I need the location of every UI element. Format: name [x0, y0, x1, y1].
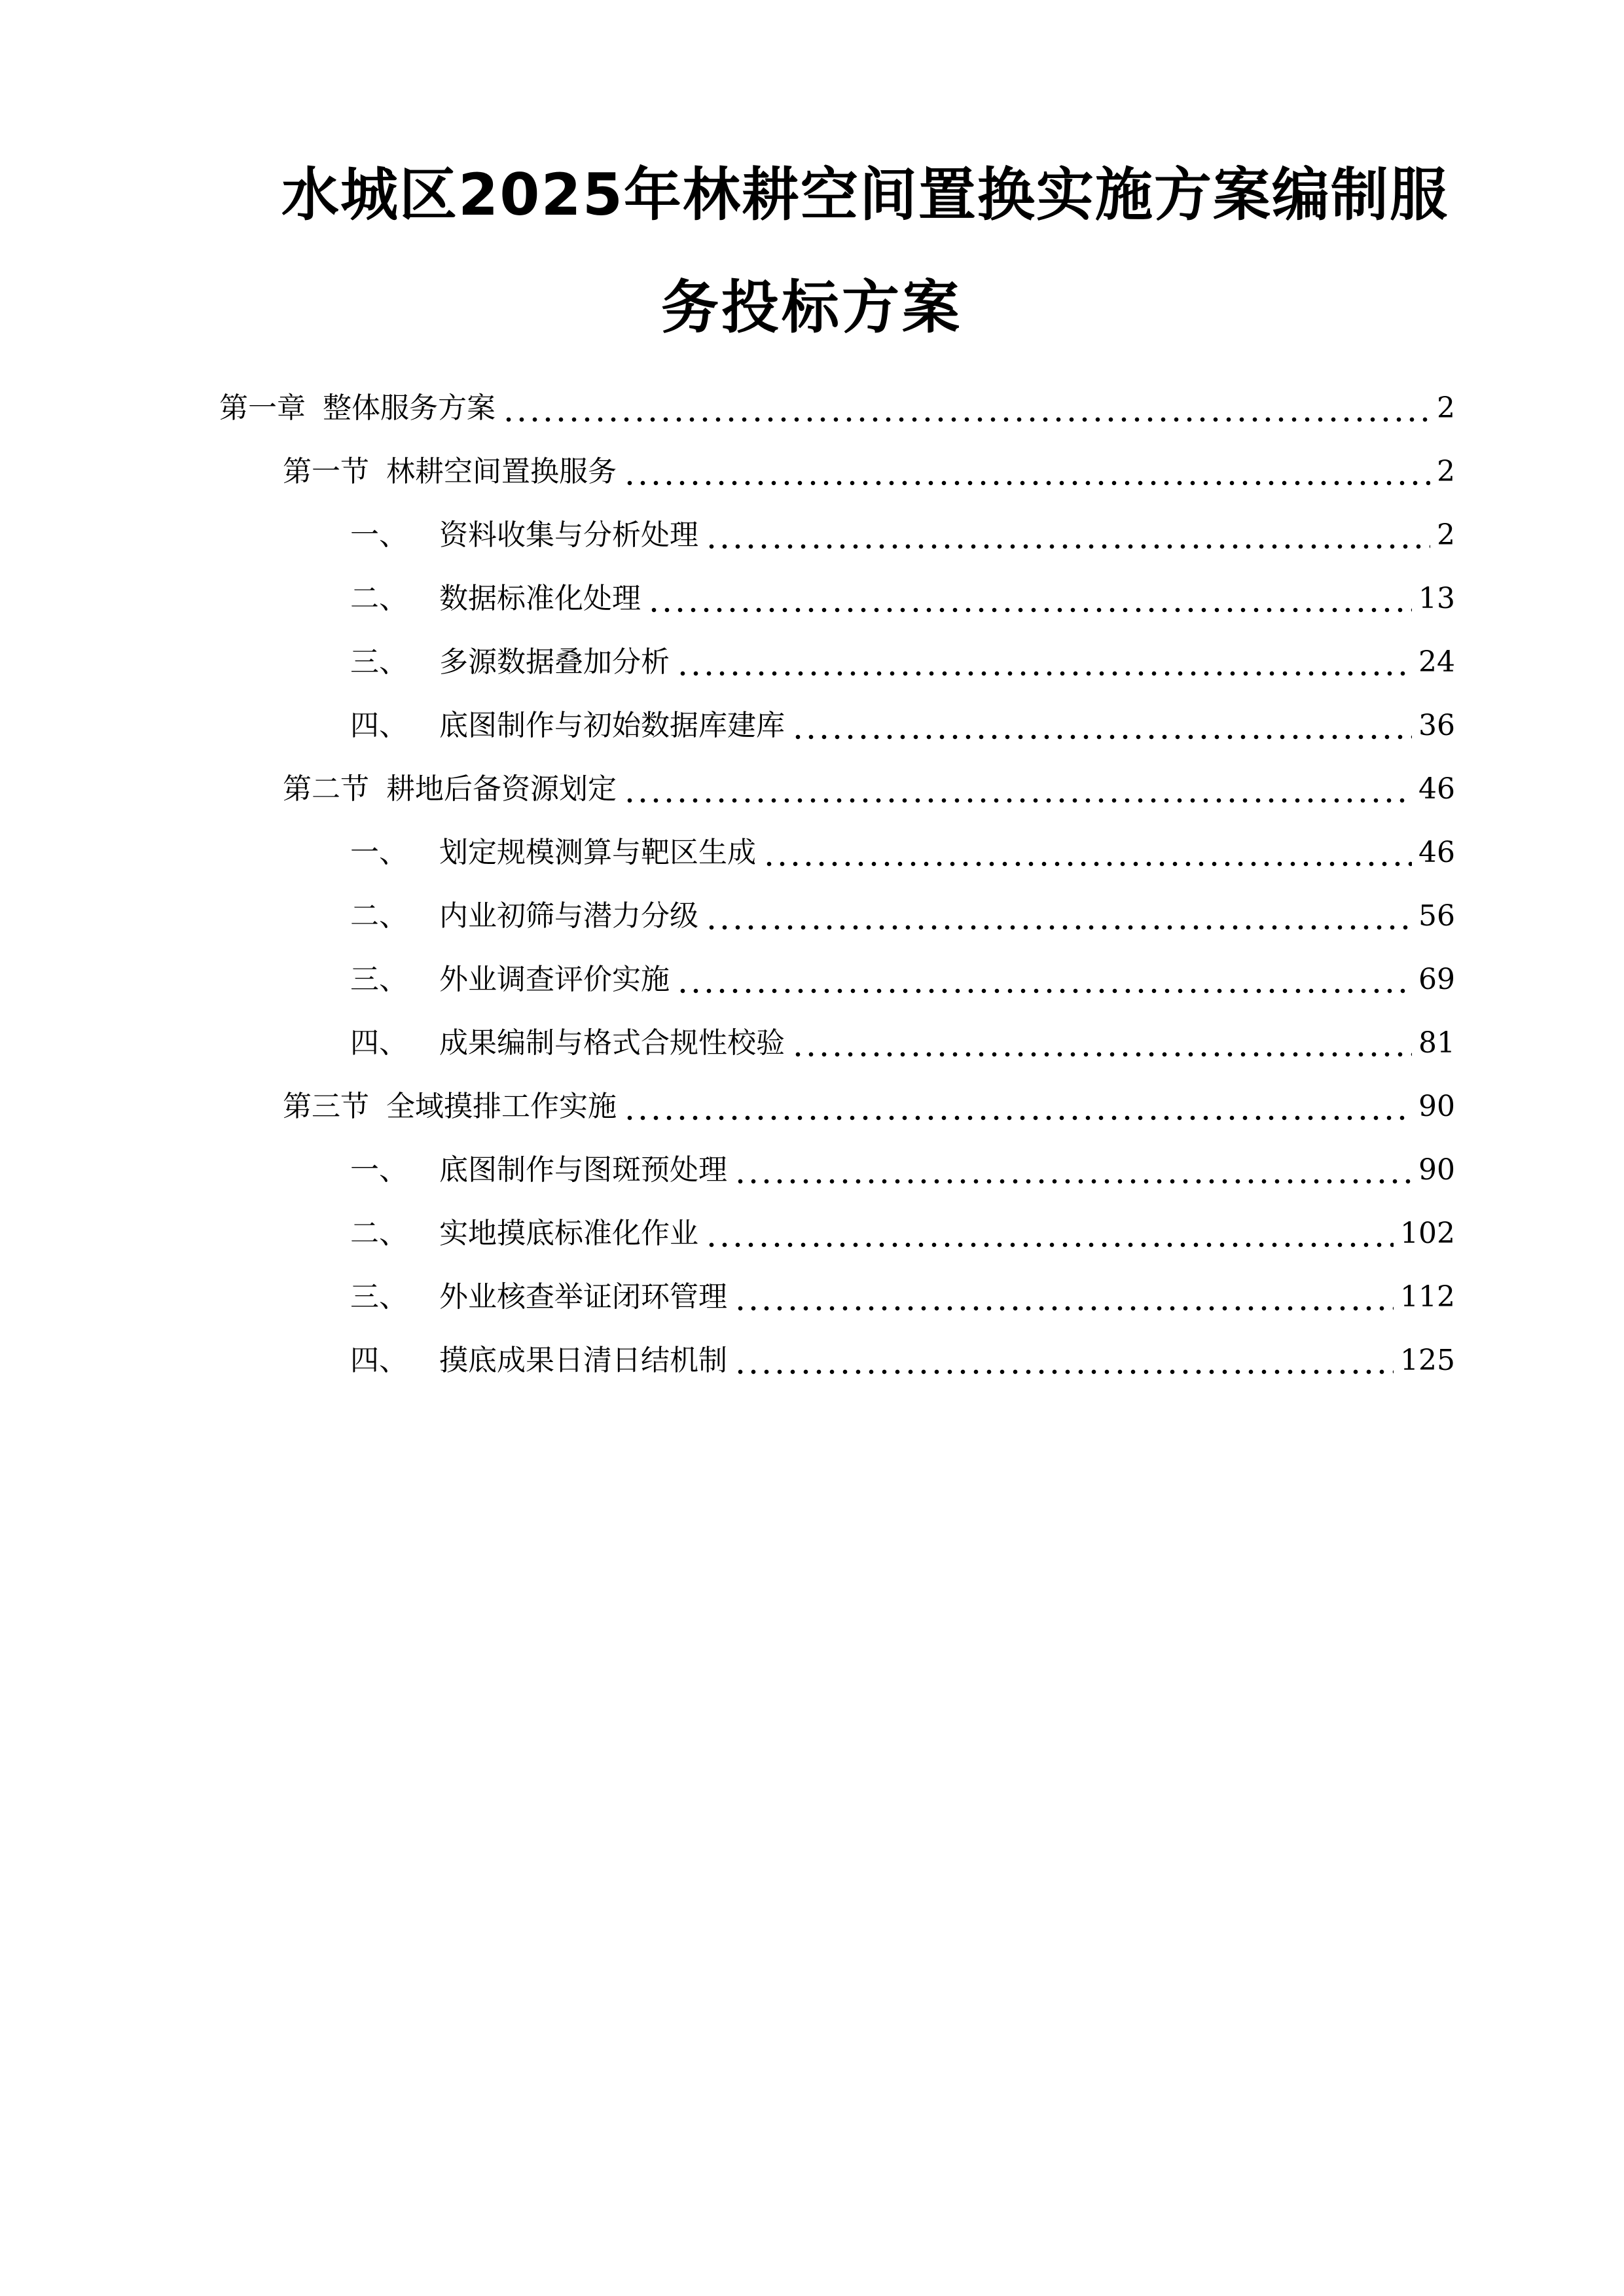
document-title-line-2: 务投标方案 [660, 274, 962, 341]
toc-entry-page-number: 112 [1400, 1280, 1455, 1314]
toc-entry-prefix: 第一章 [219, 391, 306, 425]
toc-entry-title: 林耕空间置换服务 [386, 455, 617, 488]
toc-entry-title: 摸底成果日清日结机制 [439, 1344, 727, 1377]
toc-entry-section[interactable] [283, 1087, 1455, 1126]
toc-dot-leader [763, 861, 1412, 867]
toc-entry-page-number: 56 [1418, 899, 1455, 933]
toc-entry-subsection[interactable] [350, 1151, 1455, 1190]
toc-entry-title: 耕地后备资源划定 [386, 772, 617, 806]
toc-entry-section[interactable] [283, 770, 1455, 809]
toc-entry-page-number: 90 [1418, 1153, 1455, 1187]
toc-entry-prefix: 一、 [350, 836, 408, 869]
toc-entry-subsection[interactable] [350, 833, 1455, 872]
toc-entry-prefix: 三、 [350, 963, 408, 996]
toc-entry-title: 划定规模测算与靶区生成 [439, 836, 756, 869]
toc-dot-leader [734, 1306, 1394, 1311]
toc-entry-title: 外业调查评价实施 [439, 963, 670, 996]
toc-entry-title: 内业初筛与潜力分级 [439, 899, 698, 933]
toc-entry-title: 实地摸底标准化作业 [439, 1217, 698, 1250]
toc-dot-leader [734, 1369, 1394, 1374]
toc-entry-subsection[interactable] [350, 579, 1455, 619]
toc-entry-page-number: 13 [1418, 582, 1455, 615]
toc-entry-prefix: 一、 [350, 518, 408, 552]
toc-dot-leader [676, 671, 1412, 676]
toc-entry-title: 数据标准化处理 [439, 582, 641, 615]
toc-entry-subsection[interactable] [350, 706, 1455, 745]
toc-dot-leader [623, 1115, 1412, 1121]
toc-entry-page-number: 36 [1418, 709, 1455, 742]
toc-entry-subsection[interactable] [350, 897, 1455, 936]
toc-entry-page-number: 24 [1418, 645, 1455, 679]
toc-entry-subsection[interactable] [350, 1214, 1455, 1253]
toc-dot-leader [676, 988, 1412, 994]
toc-entry-prefix: 二、 [350, 899, 408, 933]
toc-entry-page-number: 46 [1418, 836, 1455, 869]
toc-entry-prefix: 四、 [350, 1026, 408, 1060]
toc-entry-prefix: 四、 [350, 1344, 408, 1377]
toc-dot-leader [791, 1052, 1412, 1057]
toc-dot-leader [791, 734, 1412, 740]
toc-entry-page-number: 69 [1418, 963, 1455, 996]
toc-entry-subsection[interactable] [350, 643, 1455, 682]
toc-entry-title: 外业核查举证闭环管理 [439, 1280, 727, 1314]
toc-entry-subsection[interactable] [350, 1341, 1455, 1380]
toc-entry-prefix: 第一节 [283, 455, 369, 488]
toc-entry-subsection[interactable] [350, 1278, 1455, 1317]
toc-entry-prefix: 第二节 [283, 772, 369, 806]
toc-entry-page-number: 81 [1418, 1026, 1455, 1060]
toc-entry-prefix: 三、 [350, 1280, 408, 1314]
document-title-line-1: 水城区2025年林耕空间置换实施方案编制服 [281, 161, 1449, 228]
toc-entry-prefix: 一、 [350, 1153, 408, 1187]
toc-entry-page-number: 2 [1437, 455, 1455, 488]
toc-entry-title: 资料收集与分析处理 [439, 518, 698, 552]
toc-dot-leader [623, 798, 1412, 803]
toc-dot-leader [502, 417, 1430, 422]
toc-entry-prefix: 第三节 [283, 1090, 369, 1123]
toc-entry-page-number: 102 [1400, 1217, 1455, 1250]
toc-entry-title: 成果编制与格式合规性校验 [439, 1026, 785, 1060]
toc-entry-subsection[interactable] [350, 960, 1455, 999]
toc-entry-title: 全域摸排工作实施 [386, 1090, 617, 1123]
toc-dot-leader [705, 925, 1412, 930]
toc-entry-prefix: 四、 [350, 709, 408, 742]
toc-entry-section[interactable] [283, 452, 1455, 492]
toc-dot-leader [705, 544, 1430, 549]
toc-dot-leader [647, 607, 1412, 613]
toc-entry-title: 底图制作与图斑预处理 [439, 1153, 727, 1187]
toc-entry-page-number: 2 [1437, 391, 1455, 425]
toc-entry-page-number: 125 [1400, 1344, 1455, 1377]
toc-entry-page-number: 46 [1418, 772, 1455, 806]
toc-entry-page-number: 2 [1437, 518, 1455, 552]
toc-entry-prefix: 三、 [350, 645, 408, 679]
toc-entry-subsection[interactable] [350, 1024, 1455, 1063]
toc-dot-leader [734, 1179, 1412, 1184]
toc-entry-title: 整体服务方案 [323, 391, 496, 425]
toc-entry-chapter[interactable] [219, 389, 1455, 428]
toc-dot-leader [705, 1242, 1394, 1247]
toc-dot-leader [623, 480, 1430, 486]
toc-entry-subsection[interactable] [350, 516, 1455, 555]
toc-entry-prefix: 二、 [350, 582, 408, 615]
toc-entry-prefix: 二、 [350, 1217, 408, 1250]
toc-entry-title: 多源数据叠加分析 [439, 645, 670, 679]
toc-entry-title: 底图制作与初始数据库建库 [439, 709, 785, 742]
toc-entry-page-number: 90 [1418, 1090, 1455, 1123]
